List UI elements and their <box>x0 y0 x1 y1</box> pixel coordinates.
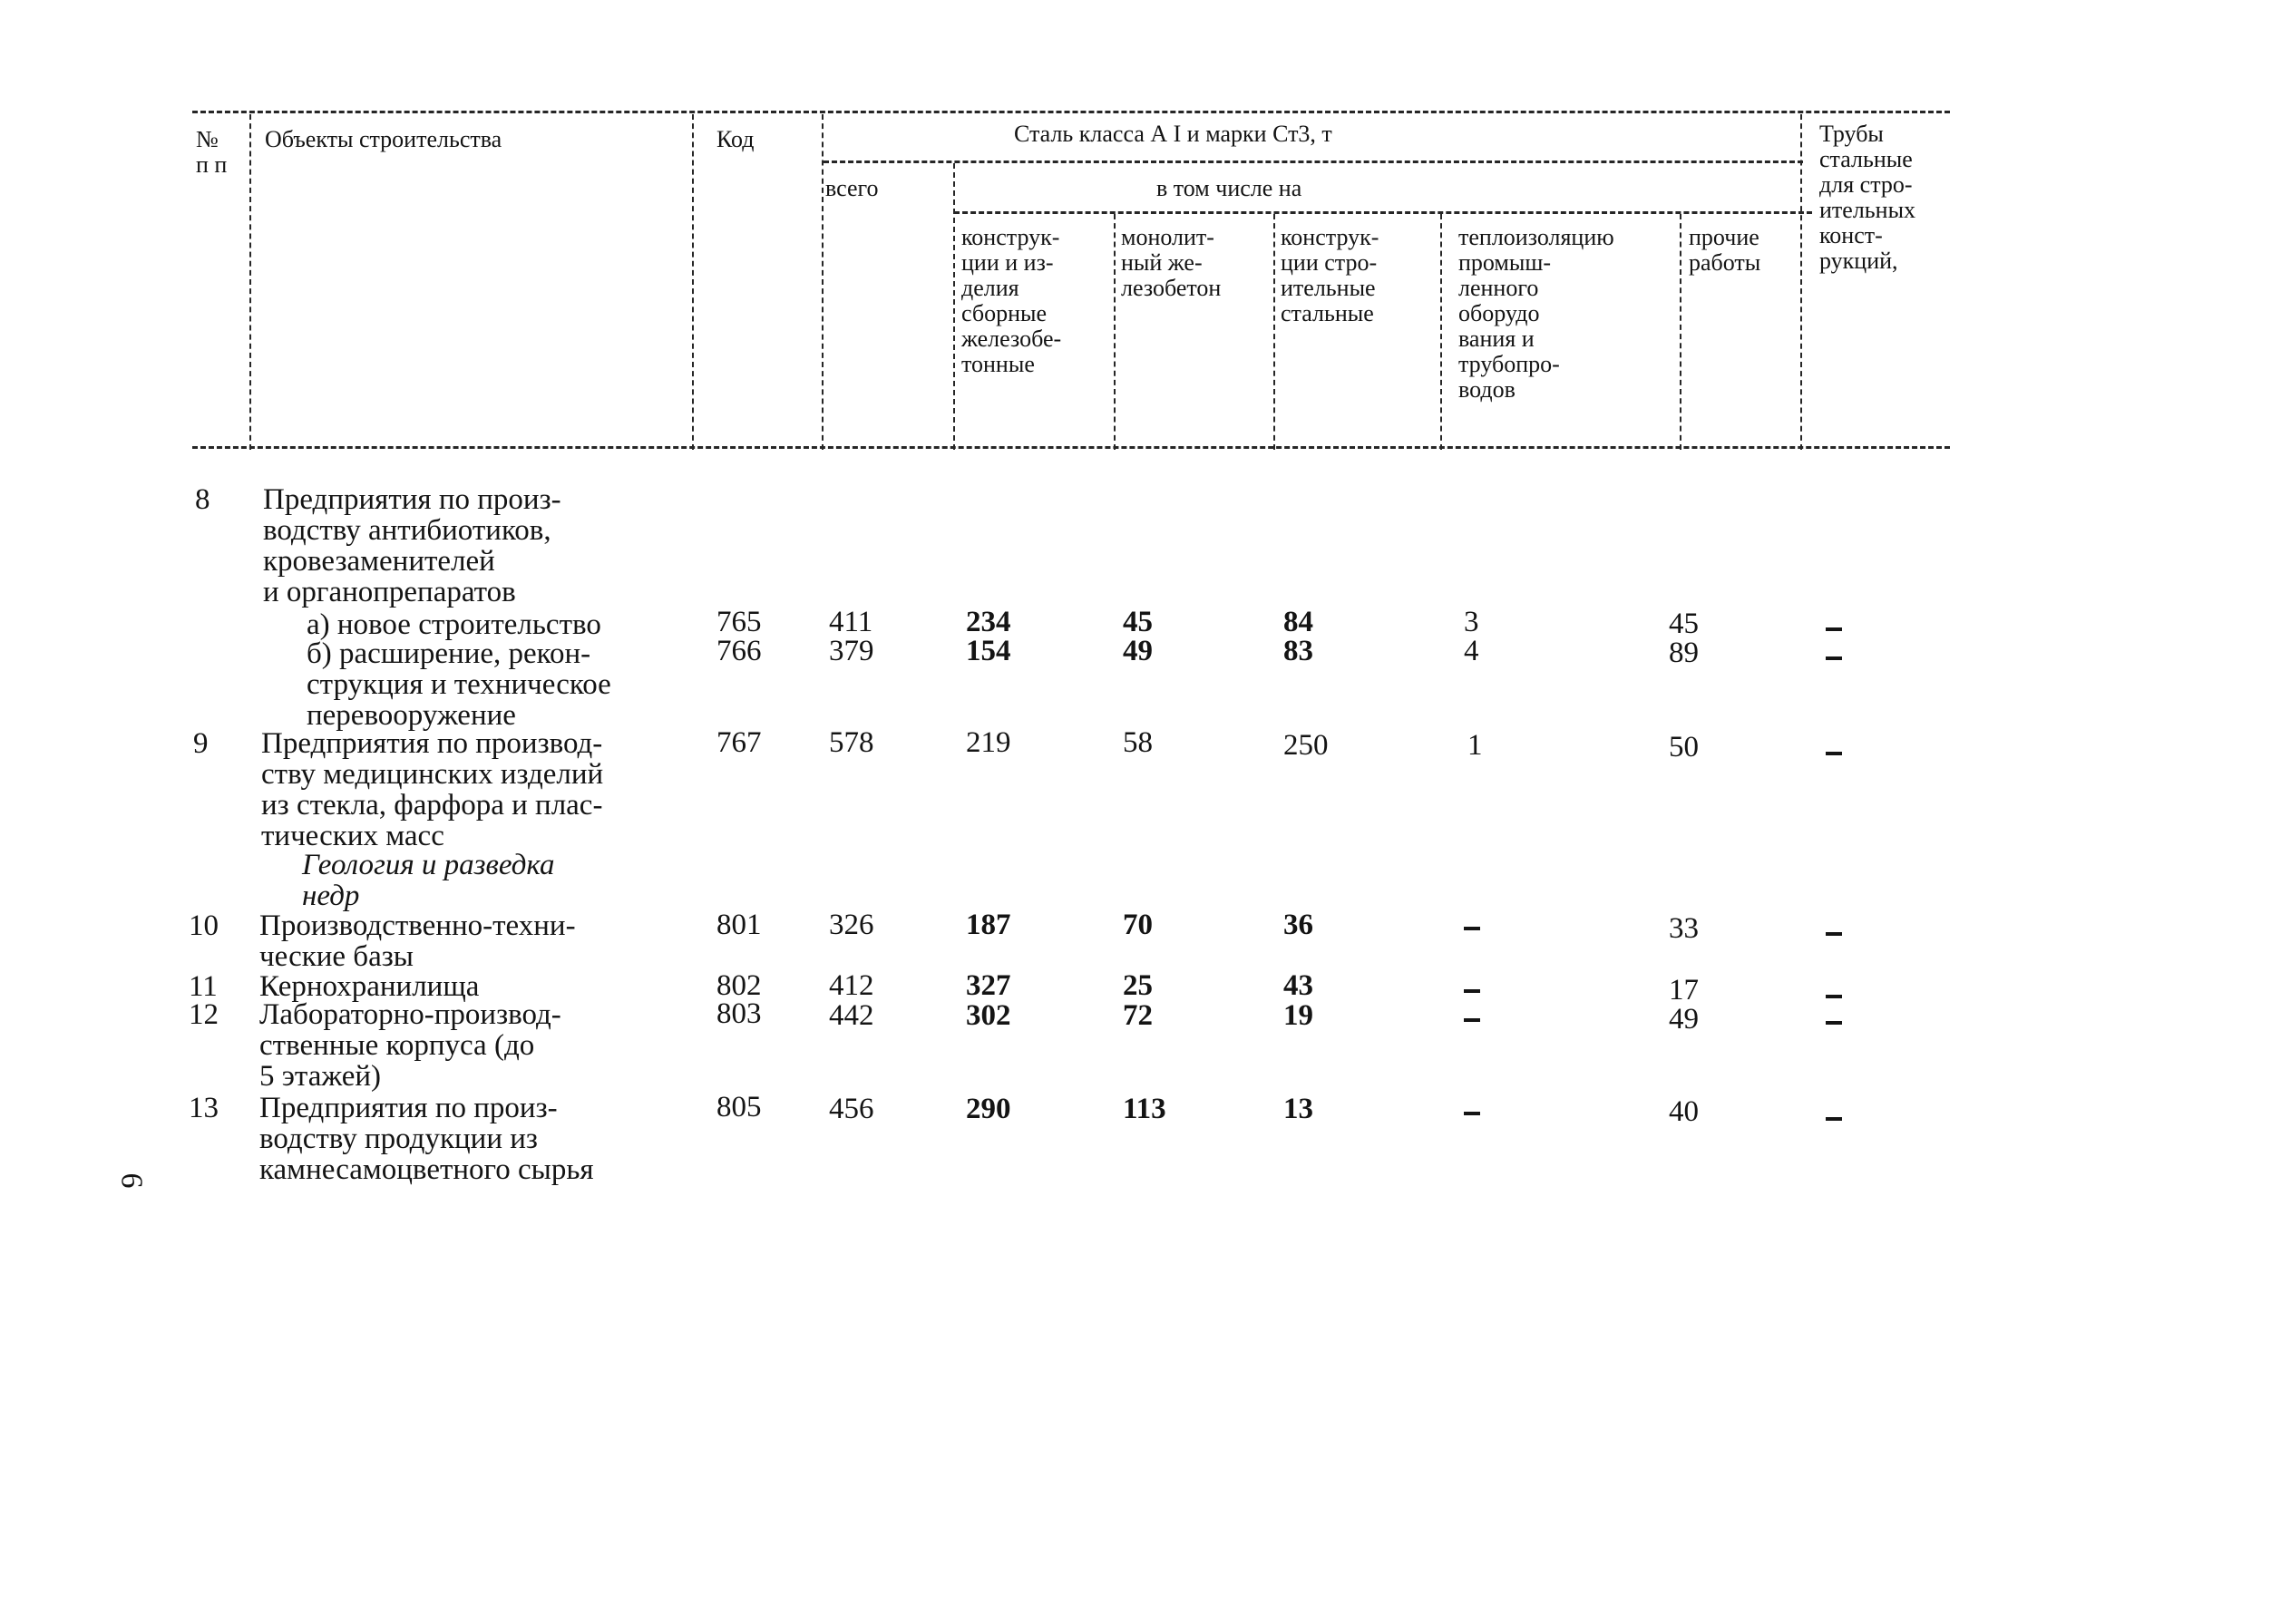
code-cell: 801 <box>716 909 762 941</box>
steel-cell: 250 <box>1283 729 1329 762</box>
col-divider-total <box>953 163 955 450</box>
monolith-cell: 49 <box>1123 635 1153 667</box>
steel-cell: 13 <box>1283 1093 1313 1125</box>
total-cell: 326 <box>829 909 874 941</box>
object-name: Предприятия по произ- водству антибиотиков, кровезаменителей и органопрепаратов <box>263 483 561 608</box>
total-cell: 442 <box>829 999 874 1032</box>
header-code: Код <box>716 126 755 152</box>
steel-cell: 84 <box>1283 606 1313 638</box>
total-cell: 411 <box>829 606 873 638</box>
object-name: Предприятия по произ- водству продукции из камнесамоцветного сырья <box>259 1092 594 1186</box>
header-steel-group: Сталь класса А I и марки Ст3, т <box>1014 121 1332 147</box>
code-cell: 805 <box>716 1091 762 1123</box>
total-cell: 578 <box>829 726 874 759</box>
header-bottom-rule <box>192 446 1950 449</box>
row-number: 9 <box>193 727 209 760</box>
col-divider-object <box>692 114 694 450</box>
row-number: 13 <box>189 1092 219 1124</box>
header-total: всего <box>825 175 879 201</box>
page-number: 6 <box>114 1172 149 1189</box>
other-cell: 89 <box>1669 637 1699 669</box>
col-divider-insul <box>1680 214 1681 450</box>
precast-cell: 187 <box>966 909 1011 941</box>
header-monolith: монолит- ный же- лезобетон <box>1121 224 1222 301</box>
col-divider-no <box>249 114 251 450</box>
steel-cell: 83 <box>1283 635 1313 667</box>
pipes-dash <box>1826 656 1842 660</box>
other-cell: 50 <box>1669 731 1699 763</box>
insulation-cell: 1 <box>1467 729 1483 762</box>
header-precast: конструк- ции и из- делия сборные железобе- тонные <box>961 224 1062 377</box>
col-divider-precast <box>1114 214 1116 450</box>
other-cell: 49 <box>1669 1003 1699 1036</box>
monolith-cell: 45 <box>1123 606 1153 638</box>
code-cell: 802 <box>716 969 762 1002</box>
other-cell: 45 <box>1669 608 1699 640</box>
precast-cell: 219 <box>966 726 1011 759</box>
code-cell: 766 <box>716 635 762 667</box>
header-pipes: Трубы стальные для стро- ительных конст- рукций, <box>1819 121 1916 274</box>
insulation-dash <box>1464 927 1480 930</box>
pipes-dash <box>1826 932 1842 936</box>
other-cell: 33 <box>1669 912 1699 945</box>
other-cell: 17 <box>1669 974 1699 1006</box>
steel-cell: 43 <box>1283 969 1313 1002</box>
code-cell: 803 <box>716 997 762 1030</box>
monolith-cell: 113 <box>1123 1093 1166 1125</box>
object-name: а) новое строительство <box>307 608 601 641</box>
col-divider-code <box>822 114 824 450</box>
steel-cell: 19 <box>1283 999 1313 1032</box>
precast-cell: 327 <box>966 969 1011 1002</box>
code-cell: 765 <box>716 606 762 638</box>
pipes-dash <box>1826 627 1842 631</box>
col-divider-monolith <box>1273 214 1275 450</box>
monolith-cell: 58 <box>1123 726 1153 759</box>
steel-group-rule <box>824 160 1803 163</box>
precast-cell: 290 <box>966 1093 1011 1125</box>
pipes-dash <box>1826 995 1842 998</box>
header-steel: конструк- ции стро- ительные стальные <box>1281 224 1379 326</box>
total-cell: 412 <box>829 969 874 1002</box>
header-top-rule <box>192 111 1950 113</box>
monolith-cell: 25 <box>1123 969 1153 1002</box>
code-cell: 767 <box>716 726 762 759</box>
header-including: в том числе на <box>1156 175 1302 201</box>
precast-cell: 154 <box>966 635 1011 667</box>
steel-cell: 36 <box>1283 909 1313 941</box>
row-number: 11 <box>189 970 218 1003</box>
precast-cell: 234 <box>966 606 1011 638</box>
insulation-dash <box>1464 1112 1480 1115</box>
object-name: Производственно-техни- ческие базы <box>259 909 576 973</box>
insulation-cell: 3 <box>1464 606 1479 638</box>
row-number: 10 <box>189 909 219 942</box>
col-divider-steel <box>1440 214 1442 450</box>
pipes-dash <box>1826 1021 1842 1025</box>
pipes-dash <box>1826 752 1842 755</box>
row-number: 8 <box>195 483 210 516</box>
total-cell: 456 <box>829 1093 874 1125</box>
total-cell: 379 <box>829 635 874 667</box>
row-number: 12 <box>189 998 219 1031</box>
header-insulation: теплоизоляцию промыш- ленного оборудо вания и трубопро- водов <box>1458 224 1614 403</box>
insulation-dash <box>1464 1018 1480 1022</box>
object-name: Предприятия по производ- ству медицинских изделий из стекла, фарфора и плас- тических масс <box>261 727 604 852</box>
monolith-cell: 72 <box>1123 999 1153 1032</box>
precast-cell: 302 <box>966 999 1011 1032</box>
object-name: б) расширение, рекон- струкция и техническое перевооружение <box>307 637 611 732</box>
col-divider-other <box>1800 114 1802 450</box>
object-name: Кернохранилища <box>259 970 480 1003</box>
section-heading: Геология и разведка недр <box>302 849 555 912</box>
header-number: № п п <box>196 126 228 178</box>
insulation-cell: 4 <box>1464 635 1479 667</box>
header-object: Объекты строительства <box>265 126 502 152</box>
monolith-cell: 70 <box>1123 909 1153 941</box>
subgroup-rule <box>954 211 1812 214</box>
header-other: прочие работы <box>1689 224 1761 276</box>
other-cell: 40 <box>1669 1095 1699 1128</box>
insulation-dash <box>1464 989 1480 993</box>
object-name: Лабораторно-производ- ственные корпуса (до 5 этажей) <box>259 998 561 1093</box>
pipes-dash <box>1826 1117 1842 1121</box>
